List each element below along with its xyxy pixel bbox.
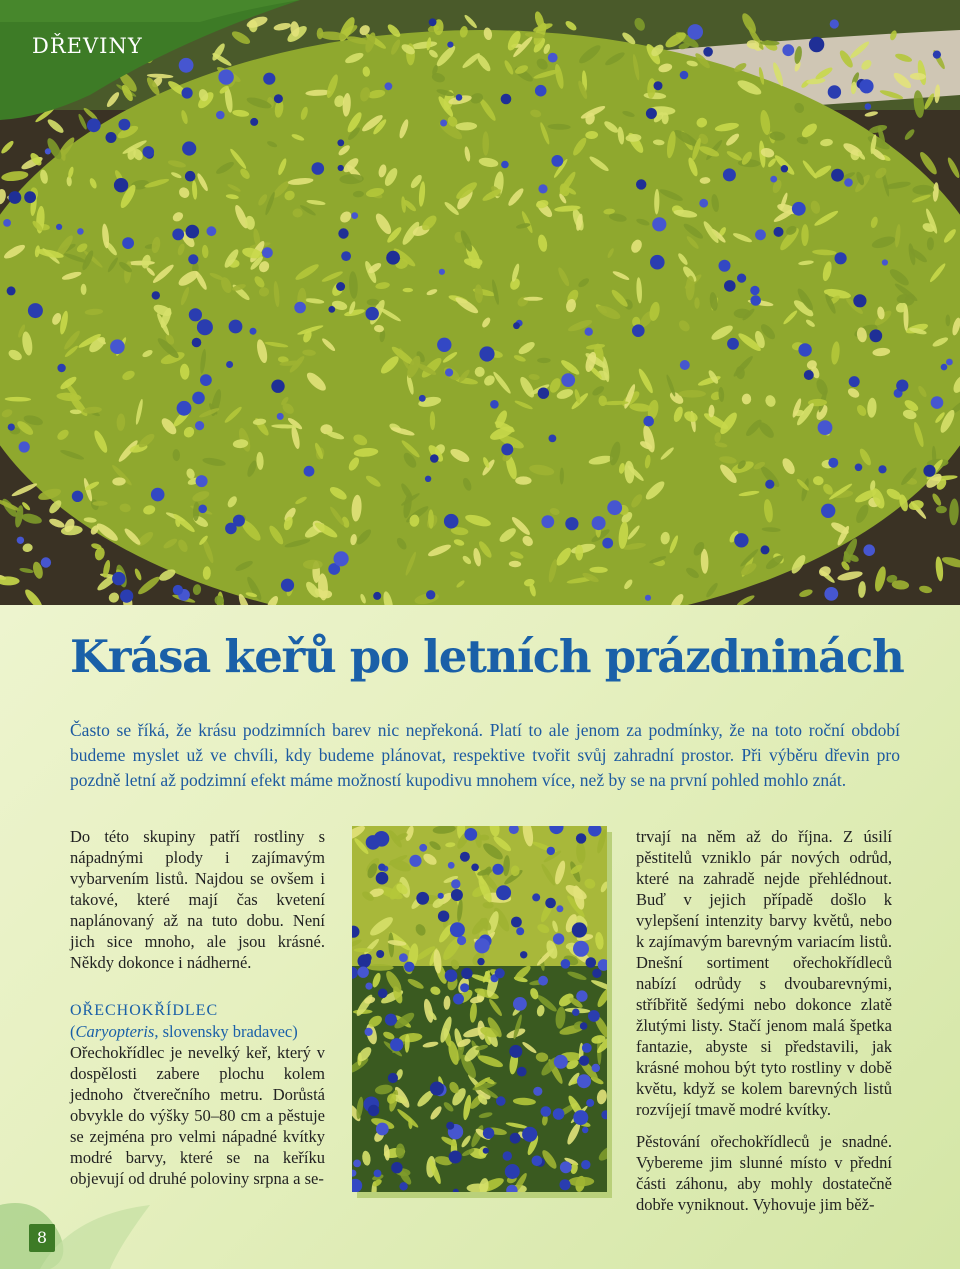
flower-cluster — [200, 374, 212, 386]
flower-cluster — [582, 1043, 592, 1053]
flower-cluster — [538, 388, 549, 399]
flower-cluster — [585, 328, 593, 336]
flower-cluster — [632, 324, 645, 337]
flower-cluster — [770, 176, 777, 183]
flower-cluster — [77, 228, 84, 235]
flower-cluster — [445, 969, 458, 982]
flower-cluster — [869, 329, 882, 342]
flower-cluster — [446, 1122, 454, 1130]
flower-cluster — [119, 119, 131, 131]
leaf-shape — [482, 131, 489, 155]
left-column — [70, 826, 325, 1189]
flower-cluster — [391, 1162, 402, 1173]
flower-cluster — [388, 1073, 398, 1083]
section-banner-shape — [0, 0, 300, 120]
flower-cluster — [177, 401, 192, 416]
flower-cluster — [719, 260, 731, 272]
flower-cluster — [781, 165, 788, 172]
flower-cluster — [532, 1156, 543, 1167]
flower-cluster — [425, 476, 431, 482]
flower-cluster — [114, 178, 128, 192]
flower-cluster — [57, 364, 65, 372]
flower-cluster — [337, 139, 344, 146]
leaf-shape — [694, 297, 699, 309]
flower-cluster — [577, 1074, 591, 1088]
flower-cluster — [122, 237, 134, 249]
flower-cluster — [553, 1108, 565, 1120]
flower-cluster — [304, 466, 315, 477]
flower-cluster — [477, 958, 484, 965]
flower-cluster — [189, 308, 202, 321]
flower-cluster — [475, 938, 490, 953]
flower-cluster — [365, 983, 372, 990]
article-title: Krása keřů po letních prázdninách — [70, 630, 904, 683]
flower-cluster — [734, 533, 748, 547]
flower-cluster — [517, 1067, 527, 1077]
flower-cluster — [560, 1161, 572, 1173]
flower-cluster — [680, 360, 690, 370]
flower-cluster — [896, 380, 908, 392]
flower-cluster — [151, 488, 165, 502]
flower-cluster — [196, 475, 208, 487]
flower-cluster — [538, 976, 548, 986]
flower-cluster — [226, 361, 233, 368]
flower-cluster — [804, 370, 814, 380]
flower-cluster — [376, 950, 384, 958]
flower-cluster — [724, 280, 736, 292]
flower-cluster — [390, 1038, 403, 1051]
species-paren-open: ( — [70, 1022, 76, 1041]
flower-cluster — [437, 338, 451, 352]
flower-cluster — [798, 343, 811, 356]
flower-cluster — [419, 844, 427, 852]
leaf-shape — [537, 358, 551, 363]
flower-cluster — [538, 184, 547, 193]
flower-cluster — [511, 917, 522, 928]
flower-cluster — [456, 94, 463, 101]
flower-cluster — [271, 380, 284, 393]
species-body: Ořechokřídlec je nevelký keř, který v dospělosti zabere plochu kolem jednoho čtverečního metru. Dorůstá obvykle do výšky 50–80 cm a pěstuje se zejména pro velmi nápadné kvítky modré barvy, které se na keříku objevují od druhé poloviny srpna a se- — [70, 1043, 325, 1188]
flower-cluster — [192, 392, 205, 405]
flower-cluster — [3, 219, 11, 227]
flower-cluster — [451, 879, 460, 888]
flower-cluster — [438, 893, 444, 899]
flower-cluster — [9, 191, 22, 204]
flower-cluster — [750, 295, 761, 306]
flower-cluster — [197, 319, 213, 335]
species-latin-name: Caryopteris — [75, 1022, 155, 1041]
flower-cluster — [495, 968, 505, 978]
flower-cluster — [548, 53, 558, 63]
flower-cluster — [110, 339, 125, 354]
flower-cluster — [545, 898, 556, 909]
flower-cluster — [277, 413, 284, 420]
flower-cluster — [262, 247, 273, 258]
flower-cluster — [19, 441, 30, 452]
flower-cluster — [185, 171, 196, 182]
flower-cluster — [338, 228, 348, 238]
flower-cluster — [580, 1022, 588, 1030]
flower-cluster — [541, 1106, 552, 1117]
flower-cluster — [750, 286, 759, 295]
flower-cluster — [341, 251, 351, 261]
flower-cluster — [430, 454, 439, 463]
flower-cluster — [863, 544, 875, 556]
flower-cluster — [358, 967, 369, 978]
flower-cluster — [532, 893, 540, 901]
flower-cluster — [592, 516, 606, 530]
flower-cluster — [510, 1133, 521, 1144]
caryopteris-image — [352, 826, 607, 1192]
flower-cluster — [143, 146, 155, 158]
flower-cluster — [453, 994, 464, 1005]
flower-cluster — [582, 1127, 588, 1133]
flower-cluster — [553, 933, 564, 944]
flower-cluster — [152, 291, 160, 299]
flower-cluster — [607, 500, 622, 515]
flower-cluster — [438, 911, 449, 922]
flower-cluster — [592, 1064, 600, 1072]
flower-cluster — [439, 269, 445, 275]
leaf-shape — [678, 390, 706, 398]
flower-cluster — [430, 1082, 444, 1096]
flower-cluster — [572, 1009, 579, 1016]
flower-cluster — [479, 346, 494, 361]
flower-cluster — [581, 1160, 590, 1169]
flower-cluster — [483, 1128, 494, 1139]
flower-cluster — [547, 847, 555, 855]
right-paragraph-2: Pěstování ořechokřídleců je snadné. Vybereme jim slunné místo v přední části záhonu, aby mohly dostatečně dobře vyniknout. Vyhovuje jim běž- — [636, 1132, 892, 1214]
flower-cluster — [409, 855, 421, 867]
flower-cluster — [385, 1014, 397, 1026]
flower-cluster — [792, 202, 806, 216]
flower-cluster — [923, 465, 935, 477]
flower-cluster — [650, 255, 665, 270]
flower-cluster — [451, 889, 463, 901]
flower-cluster — [501, 443, 513, 455]
flower-cluster — [87, 118, 101, 132]
flower-cluster — [727, 338, 739, 350]
right-column — [636, 826, 892, 1215]
flower-cluster — [376, 1123, 389, 1136]
flower-cluster — [192, 338, 202, 348]
flower-cluster — [445, 368, 453, 376]
flower-cluster — [440, 120, 447, 127]
flower-cluster — [699, 199, 708, 208]
flower-cluster — [573, 1110, 588, 1125]
species-latin-rest: , slovensky bradavec) — [154, 1022, 298, 1041]
flower-cluster — [195, 421, 204, 430]
flower-cluster — [946, 359, 953, 366]
flower-cluster — [865, 103, 872, 110]
flower-cluster — [835, 252, 847, 264]
flower-cluster — [501, 161, 509, 169]
flower-cluster — [24, 191, 36, 203]
flower-cluster — [444, 514, 459, 529]
flower-cluster — [522, 1127, 537, 1142]
flower-cluster — [72, 491, 83, 502]
flower-cluster — [366, 307, 379, 320]
flower-cluster — [198, 505, 207, 514]
flower-cluster — [509, 1045, 522, 1058]
species-heading: OŘECHOKŘÍDLEC — [70, 1002, 219, 1019]
flower-cluster — [809, 37, 824, 52]
corner-leaf-decoration — [0, 1175, 160, 1269]
species-subtitle — [70, 1021, 325, 1042]
flower-cluster — [503, 1151, 512, 1160]
flower-cluster — [448, 862, 455, 869]
flower-cluster — [646, 108, 657, 119]
leaf-shape — [403, 288, 413, 292]
flower-cluster — [351, 212, 358, 219]
flower-cluster — [368, 1105, 379, 1116]
flower-cluster — [450, 922, 465, 937]
flower-cluster — [281, 579, 294, 592]
flower-cluster — [561, 959, 571, 969]
flower-cluster — [17, 537, 24, 544]
flower-cluster — [172, 229, 184, 241]
flower-cluster — [535, 85, 547, 97]
flower-cluster — [565, 517, 578, 530]
flower-cluster — [483, 1148, 489, 1154]
flower-cluster — [855, 464, 863, 472]
flower-cluster — [549, 435, 557, 443]
flower-cluster — [765, 480, 774, 489]
flower-cluster — [556, 905, 563, 912]
flower-cluster — [225, 523, 237, 535]
flower-cluster — [336, 282, 345, 291]
flower-cluster — [460, 983, 469, 992]
flower-cluster — [294, 302, 306, 314]
flower-cluster — [429, 18, 437, 26]
flower-cluster — [28, 303, 43, 318]
flower-cluster — [374, 1170, 382, 1178]
flower-cluster — [824, 587, 838, 601]
flower-cluster — [41, 557, 51, 567]
flower-cluster — [464, 828, 477, 841]
flower-cluster — [496, 885, 511, 900]
flower-cluster — [513, 997, 527, 1011]
flower-cluster — [106, 132, 117, 143]
flower-cluster — [859, 79, 873, 93]
flower-cluster — [404, 962, 414, 972]
flower-cluster — [818, 420, 833, 435]
flower-cluster — [828, 458, 838, 468]
flower-cluster — [45, 148, 51, 154]
flower-cluster — [645, 595, 651, 601]
article-lead: Často se říká, že krásu podzimních barev nic nepřekoná. Platí to ale jenom za podmínky, že na toto roční období budeme myslet už ve chvíli, kdy budeme plánovat, respektive tvořit svůj zahradní prostor. Při výběru dřevin pro pozdně letní až podzimní efekt máme možností kupodivu mnohem více, než by se na první pohled mohlo znát. — [70, 720, 900, 790]
flower-cluster — [878, 465, 886, 473]
leaf-shape — [523, 297, 543, 301]
flower-cluster — [560, 1179, 571, 1190]
flower-cluster — [533, 1087, 542, 1096]
flower-cluster — [416, 892, 429, 905]
flower-cluster — [461, 968, 472, 979]
flower-cluster — [821, 504, 835, 518]
flower-cluster — [112, 572, 125, 585]
flower-cluster — [643, 416, 654, 427]
flower-cluster — [636, 179, 646, 189]
flower-cluster — [385, 82, 393, 90]
flower-cluster — [426, 590, 435, 599]
flower-cluster — [56, 224, 62, 230]
flower-cluster — [460, 852, 470, 862]
flower-cluster — [419, 395, 426, 402]
flower-cluster — [828, 85, 841, 98]
flower-cluster — [931, 396, 944, 409]
flower-cluster — [576, 990, 587, 1001]
flower-cluster — [334, 551, 349, 566]
flower-cluster — [573, 941, 589, 957]
page-number: 8 — [29, 1224, 55, 1252]
flower-cluster — [853, 294, 866, 307]
flower-cluster — [338, 165, 344, 171]
flower-cluster — [849, 376, 860, 387]
flower-cluster — [8, 424, 15, 431]
flower-cluster — [229, 320, 243, 334]
leaf-shape — [354, 948, 373, 952]
flower-cluster — [386, 251, 400, 265]
flower-cluster — [7, 286, 16, 295]
flower-cluster — [449, 1151, 462, 1164]
flower-cluster — [755, 229, 766, 240]
flower-cluster — [831, 169, 844, 182]
flower-cluster — [186, 225, 200, 239]
flower-cluster — [586, 1099, 594, 1107]
flower-cluster — [312, 162, 325, 175]
flower-cluster — [516, 927, 524, 935]
flower-cluster — [207, 226, 217, 236]
flower-cluster — [353, 1160, 361, 1168]
flower-cluster — [588, 1010, 600, 1022]
flower-cluster — [513, 322, 520, 329]
flower-cluster — [250, 328, 257, 335]
inline-photo — [352, 826, 607, 1192]
flower-cluster — [378, 864, 385, 871]
flower-cluster — [365, 1028, 373, 1036]
flower-cluster — [505, 1164, 520, 1179]
flower-cluster — [399, 953, 408, 962]
flower-cluster — [774, 227, 784, 237]
flower-cluster — [120, 590, 133, 603]
flower-cluster — [551, 155, 563, 167]
intro-paragraph: Do této skupiny patří rostliny s nápadnými plody i zajímavým vybarvením listů. Najdou se ovšem i takové, které mají čas kvetení naplánovaný až na tuto dobu. Není jich sice mnoho, ale jsou krásné. Někdy dokonce i nádherné. — [70, 827, 325, 972]
flower-cluster — [378, 989, 388, 999]
section-label: DŘEVINY — [32, 34, 143, 58]
flower-cluster — [364, 954, 372, 962]
flower-cluster — [182, 141, 196, 155]
flower-cluster — [173, 585, 183, 595]
right-paragraph-1: trvají na něm až do října. Z úsilí pěstitelů vzniklo pár nových odrůd, které na zahradě nejde přehlédnout. Buď v jejich případě došlo k vylepšení intenzity barvy květů, nebo k zajímavým barevným variacím listů. Dnešní sortiment ořechokřídleců nabízí odrůdy s dvoubarevnými, stříbřitě šedými nebo dokonce zlatě žlutými listy. Stačí jenom malá špetka fantazie, abyste si představili, jak krásné mohou být tyto rostliny v době květu, když se kolem barevných listů rozvíjejí tmavě modré kvítky. — [636, 827, 892, 1119]
flower-cluster — [447, 42, 453, 48]
flower-cluster — [520, 951, 527, 958]
flower-cluster — [703, 47, 713, 57]
flower-cluster — [496, 1096, 506, 1106]
flower-cluster — [572, 922, 587, 937]
flower-cluster — [654, 81, 663, 90]
flower-cluster — [492, 864, 503, 875]
flower-cluster — [457, 936, 466, 945]
flower-cluster — [366, 835, 381, 850]
flower-cluster — [844, 178, 853, 187]
flower-cluster — [586, 957, 597, 968]
flower-cluster — [680, 71, 689, 80]
flower-cluster — [652, 217, 666, 231]
flower-cluster — [602, 538, 613, 549]
flower-cluster — [471, 864, 479, 872]
flower-cluster — [933, 51, 941, 59]
flower-cluster — [576, 833, 586, 843]
flower-cluster — [830, 19, 839, 28]
flower-cluster — [723, 168, 736, 181]
flower-cluster — [592, 969, 601, 978]
flower-cluster — [399, 1182, 407, 1190]
flower-cluster — [782, 44, 794, 56]
flower-cluster — [328, 306, 335, 313]
flower-cluster — [373, 592, 381, 600]
flower-cluster — [490, 400, 499, 409]
flower-cluster — [761, 545, 770, 554]
flower-cluster — [554, 1055, 568, 1069]
leaf-shape — [303, 560, 323, 569]
flower-cluster — [737, 274, 746, 283]
flower-cluster — [579, 1056, 589, 1066]
flower-cluster — [376, 872, 389, 885]
flower-cluster — [687, 24, 703, 40]
flower-cluster — [501, 94, 512, 105]
flower-cluster — [188, 254, 198, 264]
flower-cluster — [561, 373, 575, 387]
flower-cluster — [541, 515, 554, 528]
flower-cluster — [882, 259, 888, 265]
flower-cluster — [941, 364, 948, 371]
leaf-shape — [515, 476, 531, 484]
